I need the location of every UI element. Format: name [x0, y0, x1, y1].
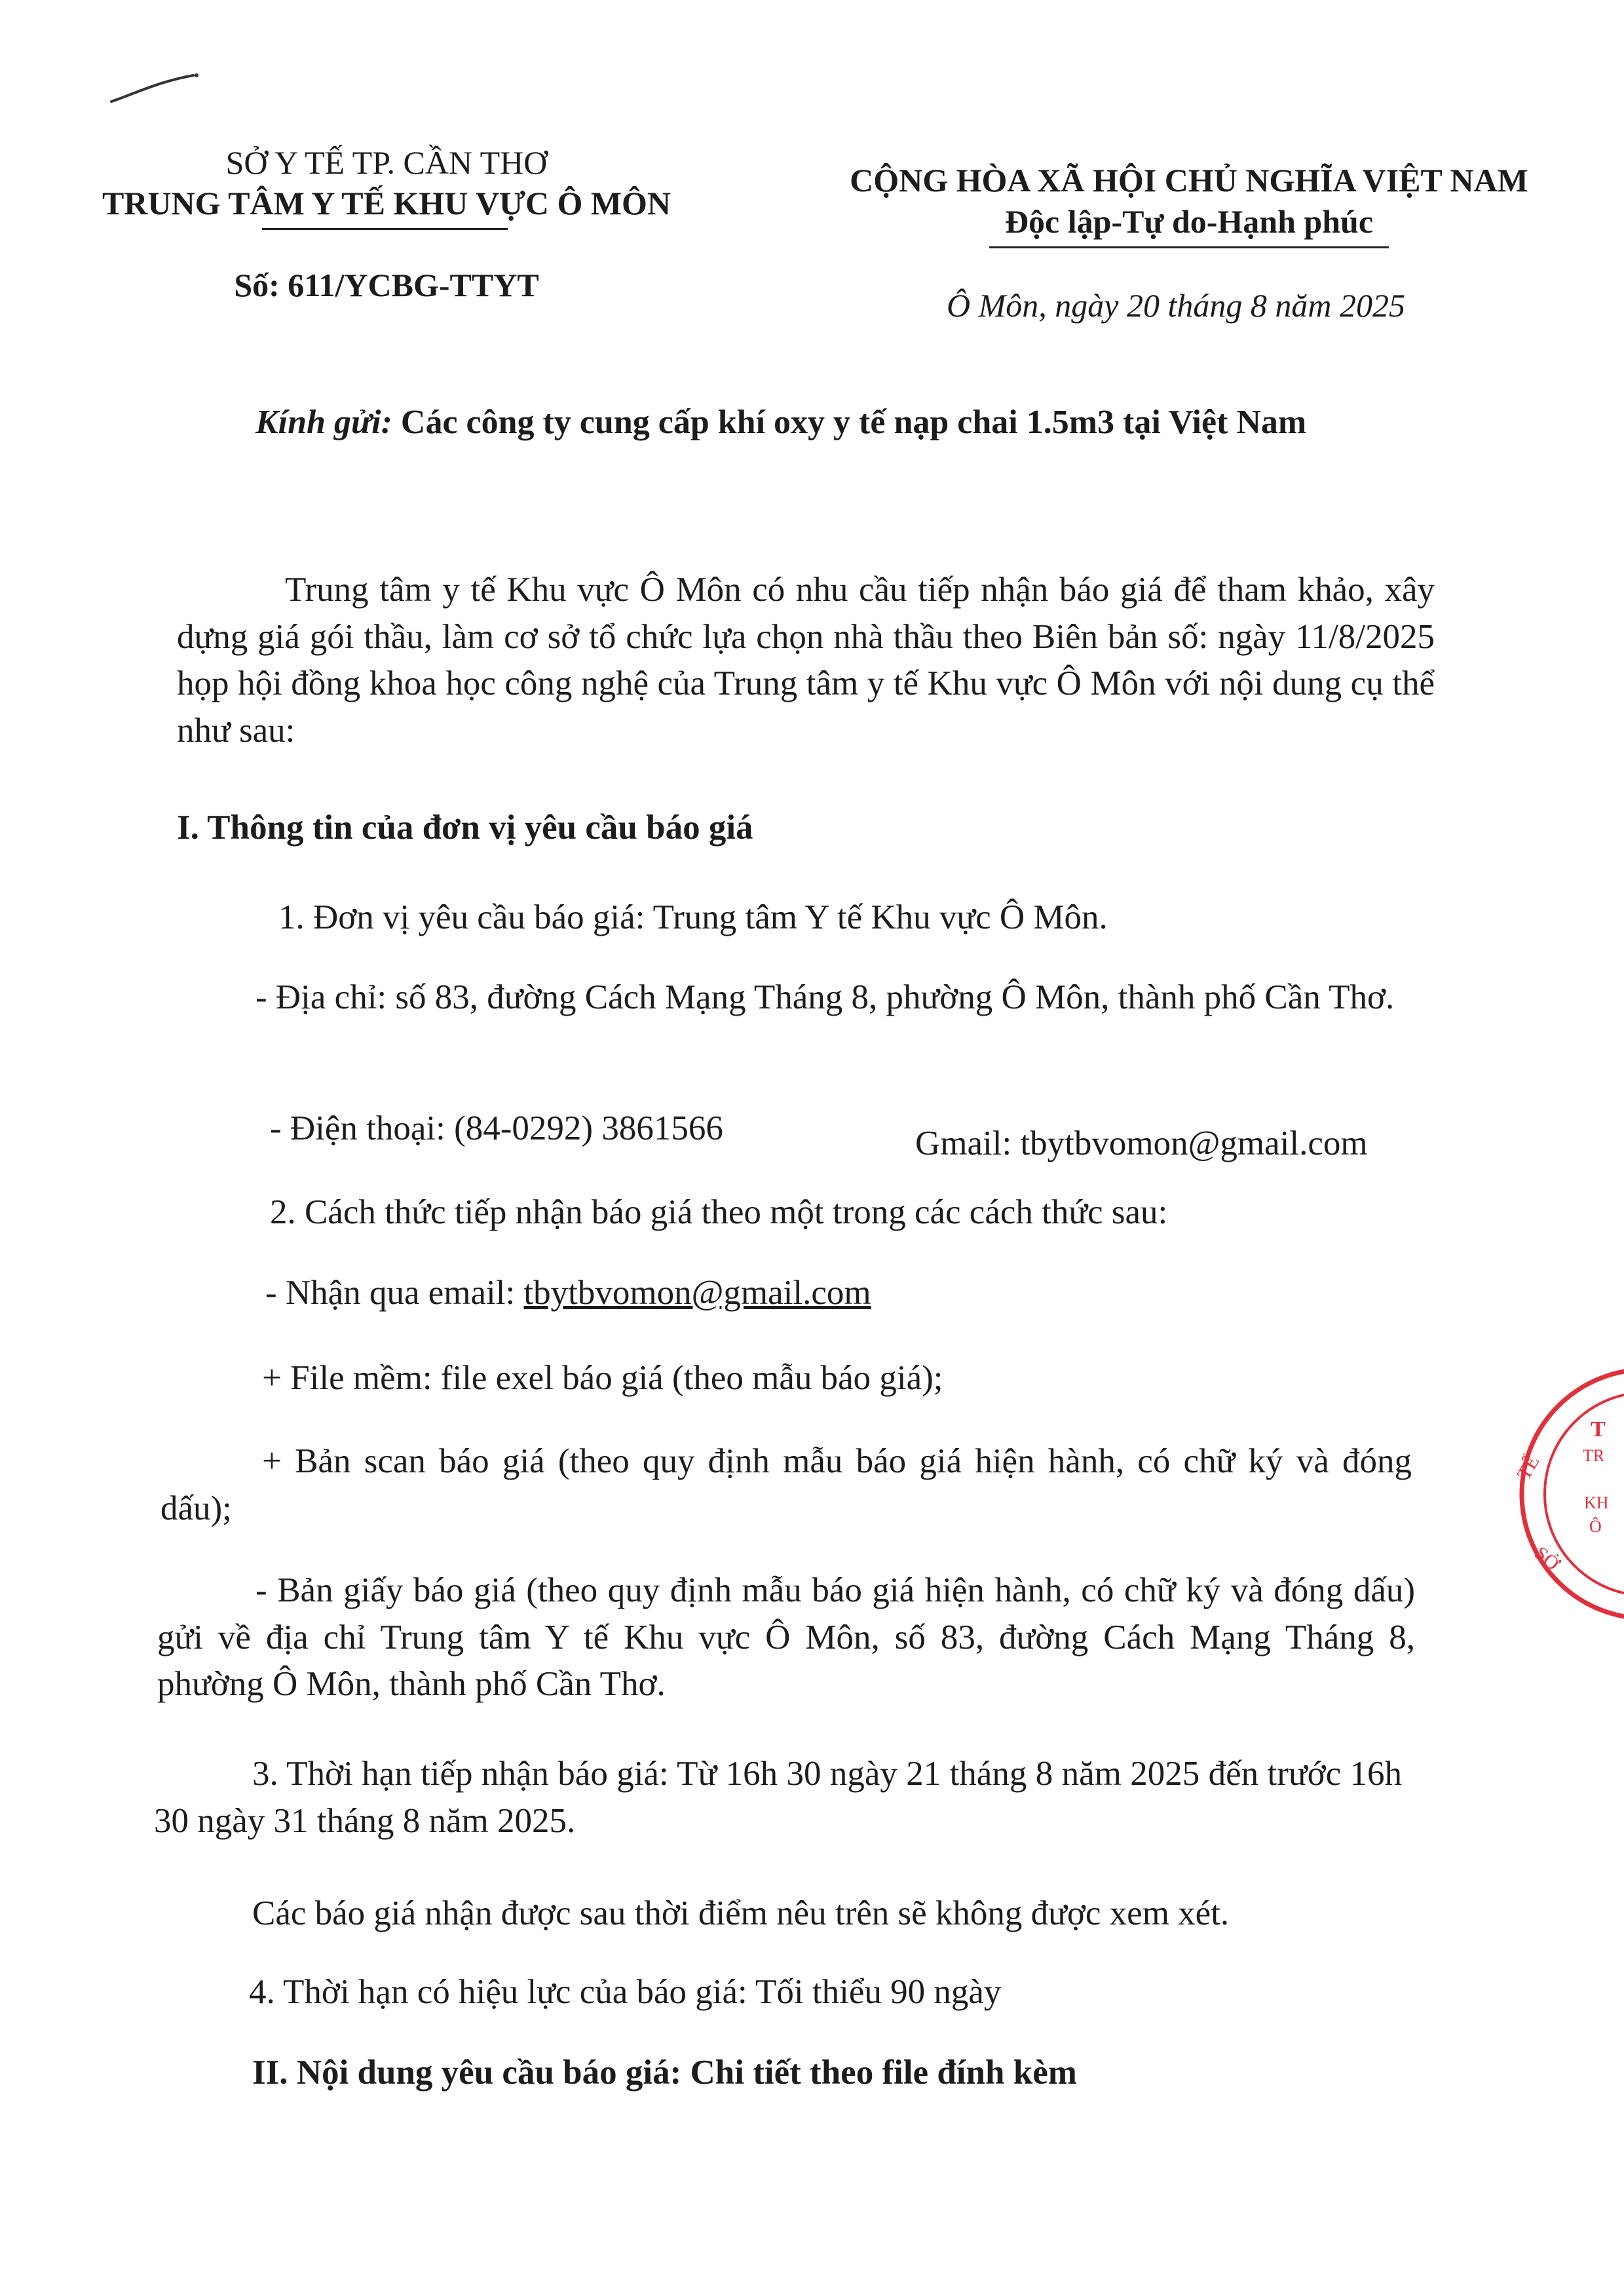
scan-method: + Bản scan báo giá (theo quy định mẫu báo giá hiện hành, có chữ ký và đóng dấu);	[161, 1442, 1412, 1527]
item-2-methods: 2. Cách thức tiếp nhận báo giá theo một trong các cách thức sau:	[270, 1193, 1168, 1231]
agency-name: TRUNG TÂM Y TẾ KHU VỰC Ô MÔN	[102, 185, 671, 221]
document-number: Số: 611/YCBG-TTYT	[234, 267, 539, 303]
pen-mark	[105, 62, 203, 115]
svg-text:KH: KH	[1584, 1493, 1609, 1512]
address-paragraph: - Địa chỉ: số 83, đường Cách Mạng Tháng 8, phường Ô Môn, thành phố Cần Thơ.	[255, 978, 1395, 1016]
paper-method: - Bản giấy báo giá (theo quy định mẫu báo giá hiện hành, có chữ ký và đóng dấu) gửi về địa chỉ Trung tâm Y tế Khu vực Ô Môn, số 83, đường Cách Mạng Tháng 8, phường Ô Môn, thành phố Cần Thơ.	[157, 1571, 1415, 1704]
late-note: Các báo giá nhận được sau thời điểm nêu trên sẽ không được xem xét.	[252, 1894, 1230, 1932]
item-1-requesting-unit: 1. Đơn vị yêu cầu báo giá: Trung tâm Y tế Khu vực Ô Môn.	[278, 898, 1108, 936]
salutation-label: Kính gửi:	[255, 404, 392, 441]
soft-file-method: + File mềm: file exel báo giá (theo mẫu báo giá);	[262, 1359, 943, 1397]
national-title: CỘNG HÒA XÃ HỘI CHỦ NGHĨA VIỆT NAM	[850, 162, 1528, 199]
official-seal-stamp	[1505, 1363, 1624, 1625]
svg-text:T: T	[1591, 1417, 1606, 1442]
section-1-title: I. Thông tin của đơn vị yêu cầu báo giá	[177, 809, 753, 847]
svg-text:TẾ: TẾ	[1513, 1451, 1544, 1483]
salutation-recipients: Các công ty cung cấp khí oxy y tế nạp chai 1.5m3 tại Việt Nam	[392, 404, 1307, 441]
salutation	[255, 403, 1306, 442]
email-method-label: - Nhận qua email:	[265, 1274, 524, 1312]
national-motto: Độc lập-Tự do-Hạnh phúc	[1004, 203, 1374, 240]
phone-line: - Điện thoại: (84-0292) 3861566	[270, 1109, 723, 1147]
svg-text:SỞ: SỞ	[1530, 1542, 1564, 1575]
svg-text:Ô: Ô	[1589, 1517, 1602, 1536]
agency-underline	[262, 228, 508, 230]
item-3-deadline: 3. Thời hạn tiếp nhận báo giá: Từ 16h 30 ngày 21 tháng 8 năm 2025 đến trước 16h 30 ngày 31 tháng 8 năm 2025.	[154, 1755, 1402, 1840]
email-link[interactable]: tbytbvomon@gmail.com	[523, 1274, 871, 1312]
intro-paragraph: Trung tâm y tế Khu vực Ô Môn có nhu cầu tiếp nhận báo giá để tham khảo, xây dựng giá gói thầu, làm cơ sở tổ chức lựa chọn nhà thầu theo Biên bản số: ngày 11/8/2025 họp hội đồng khoa học công nghệ của Trung tâm y tế Khu vực Ô Môn với nội dung cụ thể như sau:	[177, 571, 1435, 750]
motto-underline	[989, 246, 1389, 248]
email-method	[265, 1270, 871, 1317]
item-4-validity: 4. Thời hạn có hiệu lực của báo giá: Tối thiểu 90 ngày	[249, 1973, 1002, 2011]
document-date: Ô Môn, ngày 20 tháng 8 năm 2025	[947, 287, 1405, 324]
svg-text:TR: TR	[1583, 1446, 1605, 1465]
gmail-line: Gmail: tbytbvomon@gmail.com	[915, 1124, 1368, 1162]
section-2-title: II. Nội dung yêu cầu báo giá: Chi tiết theo file đính kèm	[252, 2054, 1077, 2092]
department-name: SỞ Y TẾ TP. CẦN THƠ	[225, 144, 548, 181]
